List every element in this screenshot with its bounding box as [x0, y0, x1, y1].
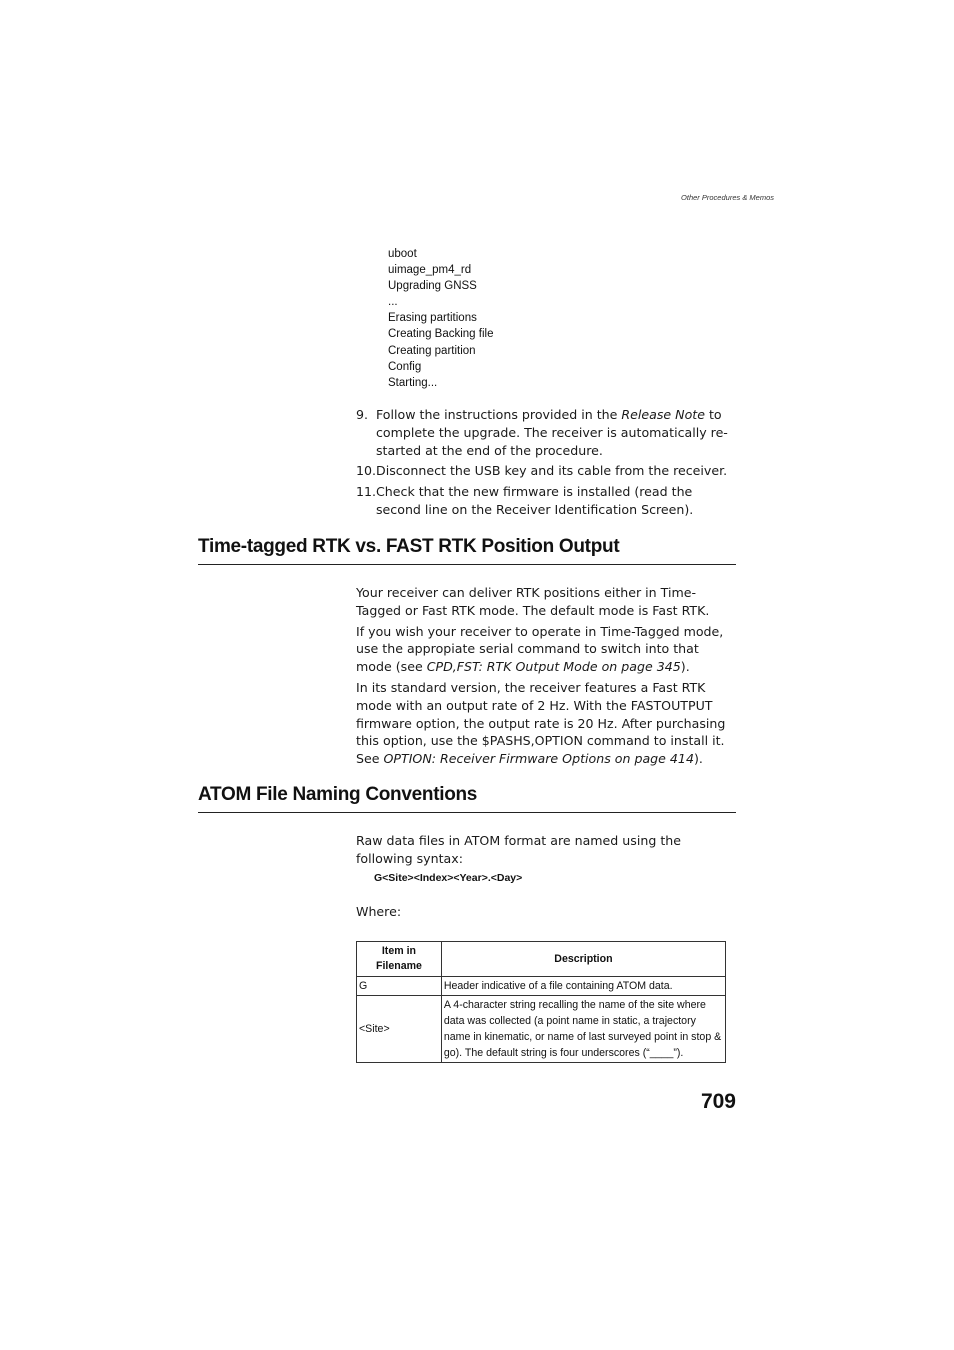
table-row: [357, 977, 726, 996]
console-line: Starting...: [388, 376, 438, 389]
console-line: Creating Backing file: [388, 328, 494, 341]
console-line: Config: [388, 360, 422, 373]
step-text: Check that the new firmware is installed (read the second line on the Receiver Identification Screen).: [376, 484, 694, 517]
table-cell-description: Header indicative of a file containing ATOM data.: [441, 977, 725, 996]
table-cell-item: <Site>: [357, 996, 442, 1063]
console-line: uboot: [388, 248, 417, 260]
section-heading-atom-naming: ATOM File Naming Conventions: [198, 784, 736, 813]
console-line: Erasing partitions: [388, 312, 477, 325]
cross-reference-link[interactable]: CPD,FST: RTK Output Mode on page 345: [426, 659, 681, 675]
paragraph: Your receiver can deliver RTK positions either in Time-Tagged or Fast RTK mode. The default mode is Fast RTK.: [356, 585, 710, 618]
console-line: Upgrading GNSS: [388, 280, 477, 293]
running-header: Other Procedures & Memos: [681, 193, 774, 202]
table-cell-description: A 4-character string recalling the name of the site where data was collected (a point name in static, a trajectory name in kinematic, or name of last surveyed point in stop & go). The default string is four underscores (“____”).: [441, 996, 725, 1063]
step-number: 11.: [356, 484, 377, 500]
paragraph-text: ).: [693, 751, 703, 767]
step-number: 9.: [356, 407, 369, 422]
where-label: Where:: [356, 904, 402, 919]
column-header: Item in Filename: [357, 942, 442, 977]
paragraph-text: In its standard version, the receiver features a Fast RTK mode with an output rate of 2 Hz. With the FASTOUTPUT firmware option, the output rate is 20 Hz. After purchasing this option, use the $PASHS,OPTION command to install it. See: [356, 679, 726, 767]
step-text: to complete the upgrade. The receiver is automatically re-started at the end of the procedure.: [376, 407, 728, 458]
step-number: 10.: [356, 463, 377, 479]
step-10: [356, 462, 736, 480]
console-line: uimage_pm4_rd: [388, 264, 472, 277]
step-text: Follow the instructions provided in the: [376, 407, 622, 422]
paragraph-text: ).: [680, 659, 690, 675]
section-heading-rtk-output: Time-tagged RTK vs. FAST RTK Position Output: [198, 536, 736, 565]
console-line: Creating partition: [388, 344, 476, 357]
console-line: ...: [388, 296, 398, 309]
table-row: [357, 996, 726, 1063]
atom-naming-intro: [356, 832, 736, 871]
step-9: [356, 406, 736, 459]
console-output: [388, 246, 493, 391]
procedure-steps: [356, 406, 736, 522]
filename-syntax: G<Site><Index><Year>.<Day>: [374, 872, 523, 884]
paragraph: Raw data files in ATOM format are named using the following syntax:: [356, 833, 681, 866]
step-text: Disconnect the USB key and its cable from the receiver.: [376, 463, 728, 479]
filename-items-table: [356, 941, 726, 1063]
step-11: [356, 483, 736, 519]
column-header: Description: [441, 942, 725, 977]
paragraph: [356, 679, 736, 768]
rtk-output-body: [356, 584, 736, 771]
paragraph: [356, 623, 736, 676]
release-note-reference: Release Note: [621, 407, 705, 422]
paragraph-text: If you wish your receiver to operate in Time-Tagged mode, use the appropiate serial command to switch into that mode (see: [356, 623, 724, 675]
table-cell-item: G: [357, 977, 442, 996]
where-label-block: [356, 903, 736, 924]
table-header-row: [357, 942, 726, 977]
page-number: 709: [700, 1090, 736, 1113]
cross-reference-link[interactable]: OPTION: Receiver Firmware Options on page 414: [383, 751, 694, 767]
